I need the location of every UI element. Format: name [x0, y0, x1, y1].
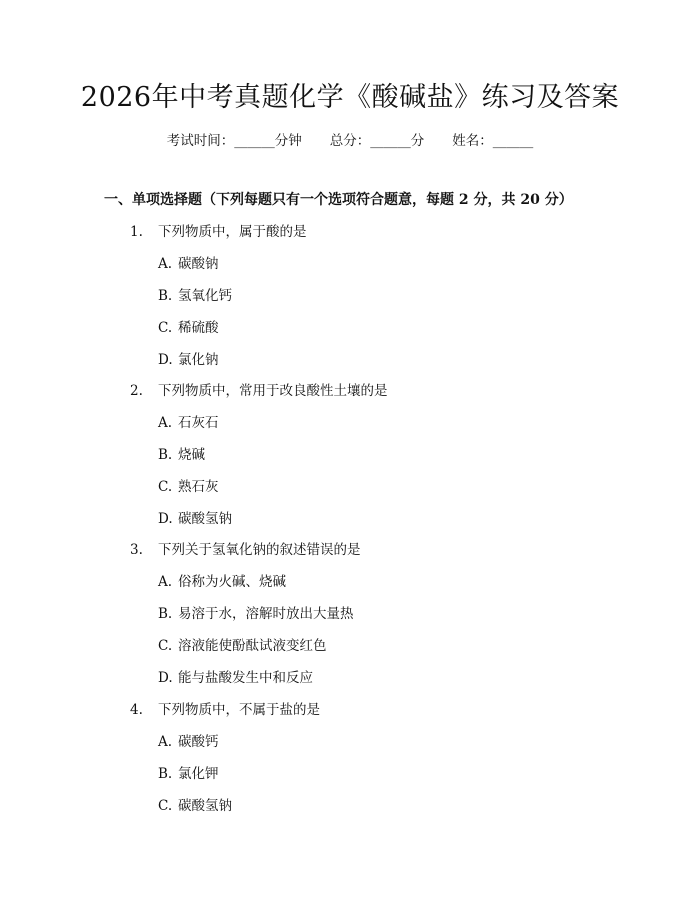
option-letter: B. [158, 766, 173, 782]
option-letter: B. [158, 606, 173, 622]
option-letter: D. [158, 352, 173, 368]
exam-time: 考试时间：______分钟 [166, 133, 302, 149]
option-text: 碳酸氢钠 [178, 798, 232, 814]
option-letter: C. [158, 798, 173, 814]
option-letter: A. [158, 415, 173, 431]
option-letter: C. [158, 638, 173, 654]
question-text: 下列关于氢氧化钠的叙述错误的是 [158, 542, 361, 558]
option-letter: A. [158, 574, 173, 590]
option-text: 氯化钾 [178, 766, 219, 782]
option-text: 碳酸氢钠 [178, 511, 232, 527]
question-number: 4. [130, 702, 143, 718]
option-letter: B. [158, 288, 173, 304]
option-text: 熟石灰 [178, 479, 219, 495]
section-heading: 一、单项选择题（下列每题只有一个选项符合题意，每题 2 分，共 20 分） [104, 192, 573, 208]
exam-name: 姓名：______ [452, 133, 534, 149]
option-text: 石灰石 [178, 415, 219, 431]
question-number: 1. [130, 224, 143, 240]
exam-meta [0, 131, 700, 151]
option-text: 能与盐酸发生中和反应 [178, 670, 313, 686]
option-letter: A. [158, 256, 173, 272]
option-letter: A. [158, 734, 173, 750]
option-text: 溶液能使酚酞试液变红色 [178, 638, 327, 654]
option-letter: C. [158, 320, 173, 336]
option-text: 稀硫酸 [178, 320, 219, 336]
question-number: 2. [130, 383, 143, 399]
option-text: 氢氧化钙 [178, 288, 232, 304]
question-text: 下列物质中，常用于改良酸性土壤的是 [158, 383, 388, 399]
exam-score: 总分：______分 [329, 133, 425, 149]
option-text: 碳酸钠 [178, 256, 219, 272]
option-letter: B. [158, 447, 173, 463]
option-letter: D. [158, 670, 173, 686]
page-title: 2026年中考真题化学《酸碱盐》练习及答案 [80, 82, 620, 113]
option-letter: D. [158, 511, 173, 527]
option-text: 碳酸钙 [178, 734, 219, 750]
question-number: 3. [130, 542, 143, 558]
option-text: 俗称为火碱、烧碱 [178, 574, 286, 590]
option-text: 易溶于水，溶解时放出大量热 [178, 606, 354, 622]
option-text: 氯化钠 [178, 352, 219, 368]
option-letter: C. [158, 479, 173, 495]
question-text: 下列物质中，属于酸的是 [158, 224, 307, 240]
question-text: 下列物质中，不属于盐的是 [158, 702, 320, 718]
option-text: 烧碱 [178, 447, 205, 463]
